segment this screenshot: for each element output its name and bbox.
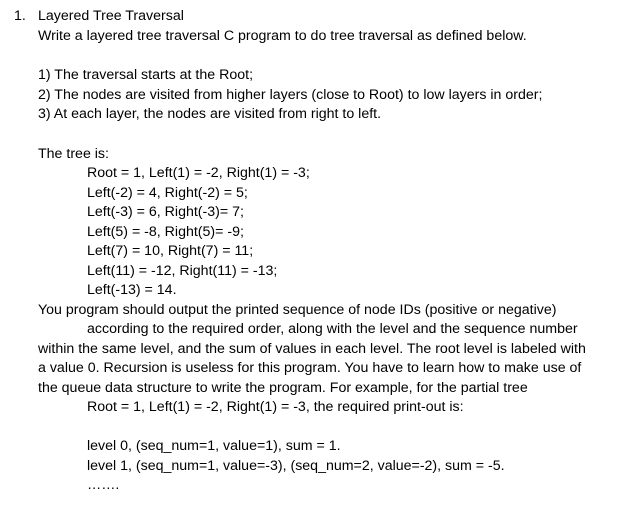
question-number: 1. [14, 8, 26, 24]
rule-item: 2) The nodes are visited from higher layers (close to Root) to low layers in order; [38, 87, 543, 103]
description-line: a value 0. Recursion is useless for this program. You have to learn how to make use of [38, 360, 582, 376]
rule-item: 1) The traversal starts at the Root; [38, 67, 254, 83]
tree-line: Left(11) = -12, Right(11) = -13; [87, 263, 278, 279]
example-output-ellipsis: ……. [87, 477, 120, 493]
tree-line: Left(-3) = 6, Right(-3)= 7; [87, 204, 244, 220]
tree-line: Root = 1, Left(1) = -2, Right(1) = -3; [87, 165, 310, 181]
rule-item: 3) At each layer, the nodes are visited from right to left. [38, 106, 382, 122]
tree-line: Left(7) = 10, Right(7) = 11; [87, 243, 254, 259]
description-line: Root = 1, Left(1) = -2, Right(1) = -3, the required print-out is: [87, 399, 464, 415]
tree-line: Left(-13) = 14. [87, 282, 177, 298]
description-line: the queue data structure to write the program. For example, for the partial tree [38, 380, 528, 396]
tree-line: Left(5) = -8, Right(5)= -9; [87, 224, 244, 240]
description-line: within the same level, and the sum of values in each level. The root level is labeled with [38, 341, 586, 357]
example-output-line: level 0, (seq_num=1, value=1), sum = 1. [87, 438, 341, 454]
example-output-line: level 1, (seq_num=1, value=-3), (seq_num=2, value=-2), sum = -5. [87, 458, 505, 474]
description-line: according to the required order, along with the level and the sequence number [87, 321, 578, 337]
tree-line: Left(-2) = 4, Right(-2) = 5; [87, 185, 248, 201]
description-line: You program should output the printed sequence of node IDs (positive or negative) [38, 302, 557, 318]
question-title: Layered Tree Traversal [38, 8, 184, 24]
question-intro: Write a layered tree traversal C program to do tree traversal as defined below. [38, 28, 527, 44]
tree-label: The tree is: [38, 146, 109, 162]
